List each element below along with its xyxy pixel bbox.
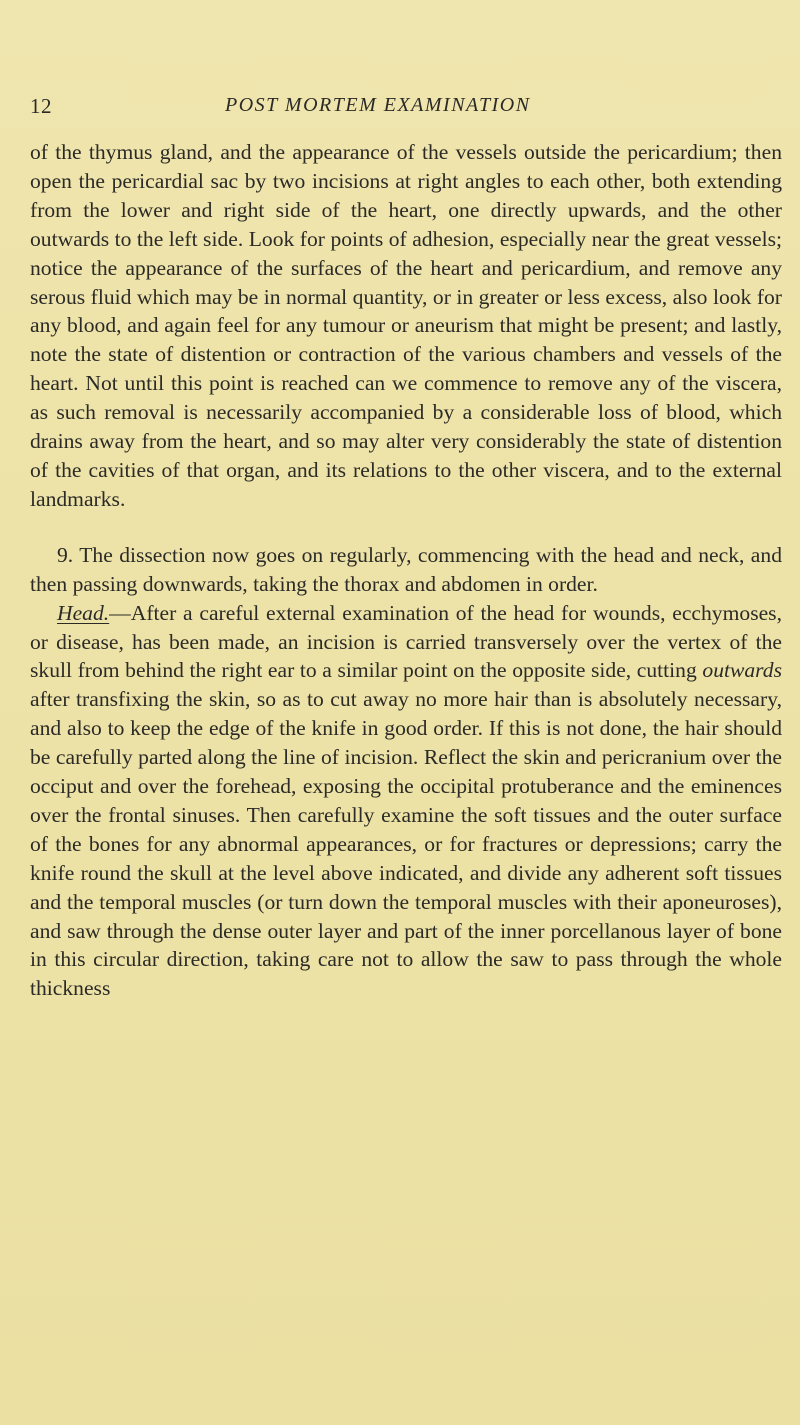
body-text: [30, 138, 782, 1003]
head-subheading: Head.: [57, 600, 110, 625]
page-header: [30, 94, 590, 124]
paragraph-continued: of the thymus gland, and the appearance of the vessels outside the pericardium; then open the pericardial sac by two incisions at right angles to each other, both extending from the lower and right side of the heart, one directly upwards, and the other outwards to the left side. Look for points of adhesion, especially near the great vessels; notice the appearance of the surfaces of the heart and pericardium, and remove any serous fluid which may be in normal quantity, or in greater or less excess, also look for any blood, and again feel for any tumour or aneurism that might be present; and lastly, note the state of distention or contraction of the various chambers and vessels of the heart. Not until this point is reached can we commence to remove any of the viscera, as such removal is necessarily accompanied by a considerable loss of blood, which drains away from the heart, and so may alter very considerably the state of distention of the cavities of that organ, and its relations to the other viscera, and to the external landmarks.: [30, 140, 782, 511]
page-number: 12: [30, 94, 52, 118]
emphasis-outwards: outwards: [702, 658, 782, 683]
paragraph-head: [30, 599, 782, 1004]
running-head: POST MORTEM EXAMINATION: [225, 94, 531, 116]
head-text-part1: —After a careful external examination of the head for wounds, ecchymoses, or disease, has been made, an incision is carried transversely over the vertex of the skull from behind the right ear to a similar point on the opposite side, cutting: [30, 600, 782, 683]
head-text-part2: after transfixing the skin, so as to cut away no more hair than is absolutely necessary, and also to keep the edge of the knife in good order. If this is not done, the hair should be carefully parted along the line of incision. Reflect the skin and pericranium over the occiput and over the forehead, exposing the occipital protuberance and the eminences over the frontal sinuses. Then carefully examine the soft tissues and the outer surface of the bones for any abnormal appearances, or for fractures or depressions; carry the knife round the skull at the level above indicated, and divide any adherent soft tissues and the temporal muscles (or turn down the temporal muscles with their aponeuroses), and saw through the dense outer layer and part of the inner porcellanous layer of bone in this circular direction, taking care not to allow the saw to pass through the whole thickness: [30, 687, 782, 1001]
paragraph-section-9: 9. The dissection now goes on regularly, commencing with the head and neck, and then passing downwards, taking the thorax and abdomen in order.: [30, 542, 782, 596]
